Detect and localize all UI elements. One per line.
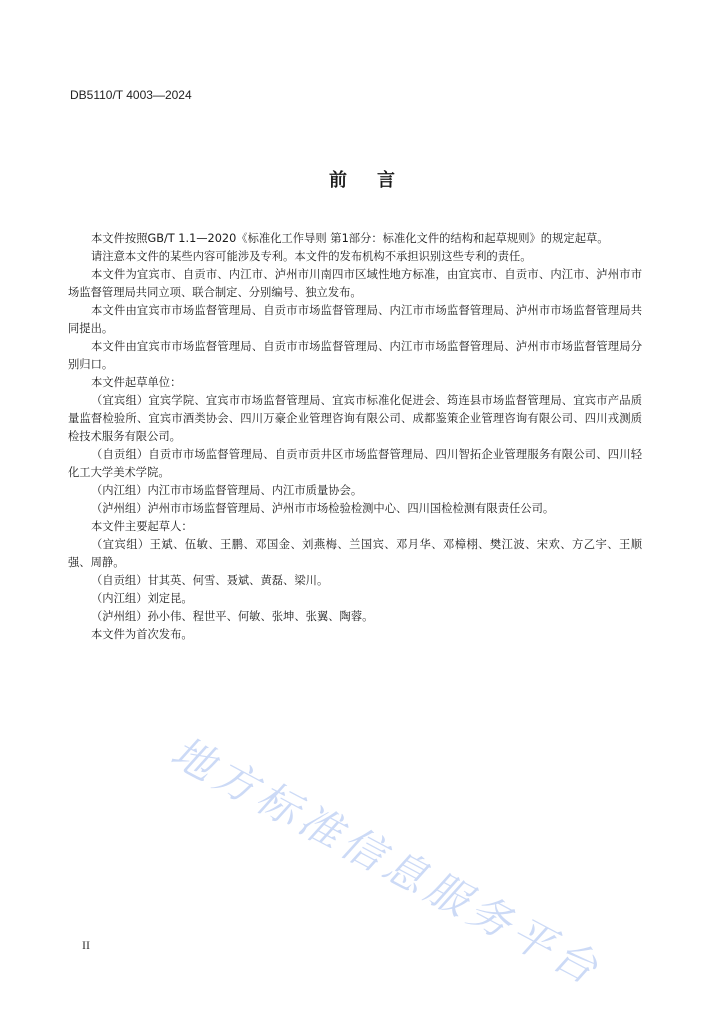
section-title: 前言 xyxy=(329,170,425,191)
document-code: DB5110/T 4003—2024 xyxy=(70,88,192,102)
paragraph-drafters-yibin: （宜宾组）王斌、伍敏、王鹏、邓国金、刘燕梅、兰国宾、邓月华、邓樟栩、樊江波、宋欢、方乙宇、王顺强、周静。 xyxy=(68,538,642,569)
paragraph-drafting-basis: 本文件按照GB/T 1.1—2020《标准化工作导则 第1部分：标准化文件的结构和起草规则》的规定起草。 xyxy=(91,232,609,245)
paragraph-under-jurisdiction: 本文件由宜宾市市场监督管理局、自贡市市场监督管理局、内江市市场监督管理局、泸州市市场监督管理局分别归口。 xyxy=(68,340,642,371)
paragraph-regional-standard: 本文件为宜宾市、自贡市、内江市、泸州市川南四市区域性地方标准，由宜宾市、自贡市、内江市、泸州市市场监督管理局共同立项、联合制定、分别编号、独立发布。 xyxy=(68,268,642,299)
paragraph-drafters-neijiang: （内江组）刘定昆。 xyxy=(91,592,193,605)
paragraph-patent-notice: 请注意本文件的某些内容可能涉及专利。本文件的发布机构不承担识别这些专利的责任。 xyxy=(91,250,532,263)
paragraph-units-luzhou: （泸州组）泸州市市场监督管理局、泸州市市场检验检测中心、四川国检检测有限责任公司。 xyxy=(91,502,555,515)
paragraph-drafters-luzhou: （泸州组）孙小伟、程世平、何敏、张坤、张翼、陶蓉。 xyxy=(91,610,374,623)
paragraph-drafting-units-heading: 本文件起草单位： xyxy=(91,376,182,389)
paragraph-units-neijiang: （内江组）内江市市场监督管理局、内江市质量协会。 xyxy=(91,484,363,497)
paragraph-proposed-by: 本文件由宜宾市市场监督管理局、自贡市市场监督管理局、内江市市场监督管理局、泸州市市场监督管理局共同提出。 xyxy=(68,304,642,335)
watermark: 地方标准信息服务平台 xyxy=(163,727,611,996)
paragraph-drafters-heading: 本文件主要起草人： xyxy=(91,520,193,533)
page-number: II xyxy=(82,938,90,952)
paragraph-units-yibin: （宜宾组）宜宾学院、宜宾市市场监督管理局、宜宾市标准化促进会、筠连县市场监督管理局、宜宾市产品质量监督检验所、宜宾市酒类协会、四川万豪企业管理咨询有限公司、成都鉴策企业管理咨询有限公司、四川戎测质检技术服务有限公司。 xyxy=(68,394,642,443)
foreword-body xyxy=(68,230,642,644)
paragraph-first-release: 本文件为首次发布。 xyxy=(91,628,193,641)
paragraph-drafters-zigong: （自贡组）甘其英、何雪、聂斌、黄磊、梁川。 xyxy=(91,574,329,587)
paragraph-units-zigong: （自贡组）自贡市市场监督管理局、自贡市贡井区市场监督管理局、四川智拓企业管理服务有限公司、四川轻化工大学美术学院。 xyxy=(68,448,642,479)
